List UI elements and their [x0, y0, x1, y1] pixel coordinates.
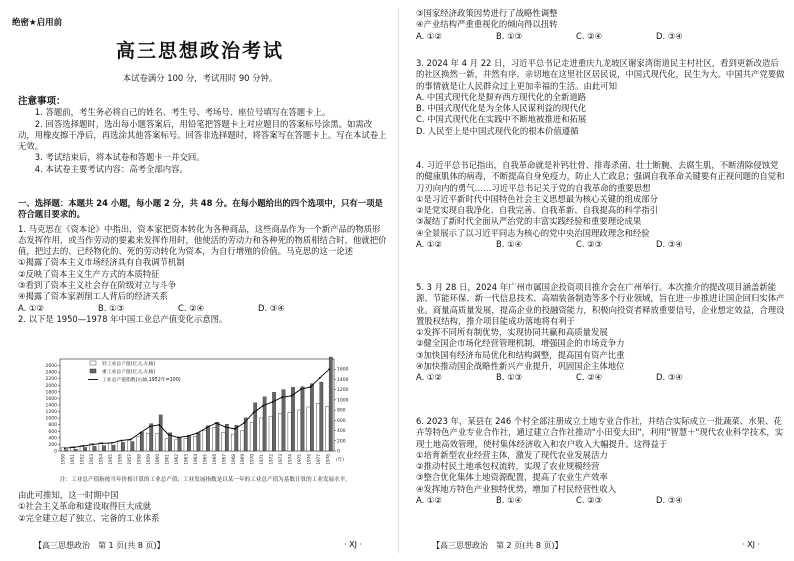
bar-light-industry — [269, 416, 272, 451]
q3-option: A. 中国式现代化是摒弃西方现代化的全新道路 — [416, 91, 587, 102]
q2-option: ②完全建立起了独立、完备的工业体系 — [18, 512, 160, 523]
bar-light-industry — [212, 428, 215, 451]
choice-b: B. ①④ — [496, 495, 523, 506]
x-tick-label: 1964 — [193, 454, 198, 465]
notes-heading: 注意事项： — [18, 96, 66, 107]
index-point — [92, 443, 94, 445]
bar-heavy-industry — [74, 449, 77, 451]
q2-tail — [416, 8, 786, 42]
exam-title: 高三思想政治考试 — [115, 40, 284, 62]
bar-heavy-industry — [131, 442, 134, 451]
bar-heavy-industry — [83, 447, 86, 451]
bar-heavy-industry — [121, 442, 124, 451]
x-tick-label: 1974 — [287, 454, 293, 465]
index-point — [319, 377, 321, 379]
index-point — [215, 422, 217, 424]
x-tick-label: 1972 — [268, 454, 274, 465]
footer-page-label: 【高三思想政治 第 2 页(共 8 页)】 — [432, 541, 563, 550]
q6-option: ②推动村民土地承包权流转，实现了农业规模经营 — [416, 461, 600, 472]
note-item: 2. 回答选择题时，选出每小题答案后，用铅笔把答题卡上对应题目的答案标号涂黑。如需改动，用橡皮擦干净后，再选涂其他答案标号。回答非选择题时，将答案写在答题卡上。写在本试卷上无效。 — [18, 118, 387, 152]
legend-label: 轻工业总产值(亿元,左轴) — [102, 362, 156, 367]
legend-swatch-heavy — [90, 369, 96, 373]
bar-heavy-industry — [187, 435, 190, 451]
q2-option: ④产业结构严重重视化的倾向得以扭转 — [416, 19, 558, 30]
bar-heavy-industry — [216, 422, 219, 451]
choice-c: C. ②④ — [178, 302, 205, 313]
bar-heavy-industry — [65, 450, 68, 451]
x-tick-label: 1973 — [278, 454, 284, 465]
x-tick-label: 1969 — [240, 454, 246, 465]
bar-heavy-industry — [310, 384, 313, 451]
q5-option: ③加快国有经济布局优化和结构调整，提高国有资产比重 — [416, 349, 625, 360]
bar-light-industry — [316, 403, 319, 451]
question-section — [18, 198, 388, 325]
index-point — [139, 432, 141, 434]
index-point — [309, 386, 311, 388]
bar-light-industry — [137, 437, 140, 451]
x-tick-label: 1960 — [155, 454, 161, 465]
bar-heavy-industry — [291, 387, 294, 451]
index-point — [206, 427, 208, 429]
q2-after-text: 由此可推知，这一时期中国 — [18, 490, 119, 500]
left-tick-label: 600 — [48, 429, 57, 435]
bar-heavy-industry — [197, 433, 200, 451]
q1-option: ③看到了资本主义社会存在阶级对立与斗争 — [18, 280, 177, 291]
index-point — [64, 447, 66, 449]
q6-option: ③整合优化集体土地资源配置，提高了农业生产效率 — [416, 472, 608, 483]
index-point — [83, 445, 85, 447]
index-point — [111, 442, 113, 444]
index-point — [102, 442, 104, 444]
left-tick-label: 400 — [48, 436, 57, 442]
x-tick-label: 1978 — [325, 454, 331, 465]
choice-c: C. ②④ — [576, 30, 603, 41]
index-point — [272, 401, 274, 403]
section-heading: 一、选择题：本题共 24 小题，每小题 2 分，共 48 分。在每小题给出的四个选项中，只有一项是符合题目要求的。 — [18, 198, 383, 220]
bar-heavy-industry — [320, 382, 323, 451]
q2-option: ①社会主义革命和建设取得巨大成就 — [18, 501, 152, 512]
right-tick-label: 800 — [337, 408, 346, 414]
chart-caption: 注：工业总产值指按当年价格计算的工业总产值；工业发展指数是以某一年的工业总产值为基数计算的工业发展水平。 — [60, 477, 351, 483]
index-point — [328, 368, 330, 370]
right-tick-label: 400 — [337, 429, 346, 435]
q5-option: ②健全国企市场化经营管理机制，增强国企的市场竞争力 — [416, 338, 625, 349]
x-tick-label: 1953 — [89, 454, 95, 465]
choice-d: D. ③④ — [656, 372, 683, 383]
bar-light-industry — [288, 412, 291, 451]
q1-choices — [18, 303, 388, 314]
question-3 — [416, 58, 786, 137]
bar-light-industry — [297, 410, 300, 451]
note-item: 4. 本试卷主要考试内容：高考全部内容。 — [34, 163, 188, 174]
question-4 — [416, 160, 786, 250]
question-2-stem: 2. 以下是 1950—1978 年中国工业总产值变化示意图。 — [18, 313, 228, 324]
bar-light-industry — [260, 418, 263, 451]
index-point — [73, 446, 75, 448]
index-point — [121, 440, 123, 442]
bar-light-industry — [203, 430, 206, 451]
legend-label: 重工业总产值(亿元,左轴) — [102, 370, 156, 375]
x-tick-label: 1966 — [211, 454, 217, 465]
q4-option: ①是习近平新时代中国特色社会主义思想最为核心关键的组成部分 — [416, 193, 659, 204]
choice-a: A. ①② — [18, 302, 44, 313]
page-1 — [4, 0, 396, 561]
x-tick-label: 1967 — [221, 454, 227, 465]
bar-light-industry — [156, 433, 159, 451]
left-tick-label: 2400 — [45, 370, 57, 376]
choice-c: C. ②③ — [576, 495, 603, 506]
q2-option: ③国家经济政策因势进行了战略性调整 — [416, 8, 558, 18]
bar-light-industry — [184, 438, 187, 451]
question-4-stem: 4. 习近平总书记指出，自我革命就是补钙壮骨、排毒杀菌、壮士断腕、去腐生肌，不断清除侵蚀党的健康肌体的病毒，不断提高自身免疫力，防止人亡政息；强调自我革命关键要有正视问题的自觉和刀刃向内的勇气……习近平总书记关于党的自我革命的重要思想 — [416, 160, 785, 193]
q1-option: ④揭露了资本家剥削工人背后的经济关系 — [18, 291, 168, 302]
bar-light-industry — [175, 440, 178, 451]
question-6 — [416, 416, 786, 506]
choice-b: B. ①④ — [496, 239, 523, 250]
bar-light-industry — [165, 439, 168, 451]
x-tick-label: 1957 — [126, 454, 132, 465]
footer-code: · XJ · — [344, 540, 363, 549]
x-tick-label: 1977 — [315, 454, 321, 465]
bar-light-industry — [241, 430, 244, 451]
q5-option: ④加快推动国企战略性新兴产业提升，巩固国企主体地位 — [416, 361, 625, 372]
x-tick-label: 1956 — [117, 454, 123, 465]
bar-light-industry — [108, 443, 111, 451]
secret-label: 绝密★启用前 — [12, 18, 63, 28]
choice-c: C. ②③ — [576, 239, 603, 250]
legend-swatch-light — [90, 361, 96, 365]
right-tick-label: 1200 — [337, 388, 349, 394]
bar-heavy-industry — [93, 446, 96, 451]
x-tick-label: 1950 — [60, 454, 66, 465]
x-tick-label: 1968 — [230, 454, 236, 465]
q4-option: ②是党实现自我净化、自我完善、自我革新、自我提高的科学指引 — [416, 205, 659, 216]
bar-light-industry — [193, 436, 196, 451]
bar-heavy-industry — [254, 403, 257, 451]
bar-heavy-industry — [206, 426, 209, 451]
bar-light-industry — [231, 434, 234, 451]
x-tick-label: 1951 — [70, 454, 76, 465]
question-5-stem: 5. 3 月 28 日，2024 年广州市属国企投资项目推介会在广州举行。本次推介的提改项目涵盖新能源、节能环保、新一代信息技术、高端装备制造等多个行业领域，旨在进一步推进让国企回归实体产业。商量高质量发展，提高企业的投融资能力，积极向投资者释放重要信号，企业想定效益，合理设置股权结构，推介项目能成功落地将有利于 — [416, 282, 785, 326]
bar-light-industry — [118, 441, 121, 451]
bar-heavy-industry — [150, 424, 153, 451]
index-point — [253, 412, 255, 414]
choice-a: A. ①② — [416, 495, 442, 506]
choice-c: C. ②④ — [576, 372, 603, 383]
right-tick-label: 0 — [337, 449, 340, 455]
x-unit-label: (年) — [336, 458, 345, 463]
choice-a: A. ①② — [416, 372, 442, 383]
index-point — [149, 425, 151, 427]
index-point — [243, 422, 245, 424]
right-tick-label: 200 — [337, 439, 346, 445]
index-point — [168, 434, 170, 436]
bar-heavy-industry — [112, 445, 115, 451]
left-tick-label: 2600 — [45, 364, 57, 370]
q3-option: B. 中国式现代化是为全体人民谋利益的现代化 — [416, 103, 587, 114]
bar-light-industry — [250, 422, 253, 451]
choice-d: D. ③④ — [656, 239, 683, 250]
index-point — [196, 432, 198, 434]
index-point — [281, 396, 283, 398]
industry-output-chart — [38, 355, 358, 475]
q4-option: ④全景展示了以习近平同志为核心的党中央治国理政理念和经验 — [416, 227, 650, 238]
x-tick-label: 1965 — [202, 454, 208, 465]
bar-heavy-industry — [225, 424, 228, 451]
q6-option: ①培育新型农业经营主体，激发了现代农业发展活力 — [416, 449, 608, 460]
x-tick-label: 1959 — [145, 454, 151, 465]
index-point — [234, 428, 236, 430]
choice-b: B. ①③ — [496, 30, 523, 41]
choice-a: A. ①② — [416, 30, 442, 41]
bar-heavy-industry — [282, 390, 285, 451]
choice-d: D. ③④ — [656, 30, 683, 41]
notes-block — [18, 96, 388, 175]
bar-heavy-industry — [178, 438, 181, 451]
index-point — [291, 395, 293, 397]
right-tick-label: 1400 — [337, 377, 349, 383]
question-5 — [416, 282, 786, 384]
question-6-stem: 6. 2023 年，某县在 246 个村全部注册成立土地专业合作社，并结合实际成立一批蔬菜、水果、花卉等特色产业专业合作社，通过建立合作社推动"小田变大田"，利用"智慧＋"现代农业科学技术，实现土地高效管理，使村集体经济收入和农户收入大幅提升。这得益于 — [416, 416, 784, 449]
x-tick-label: 1962 — [174, 454, 180, 465]
left-tick-label: 0 — [54, 449, 57, 455]
x-tick-label: 1976 — [306, 454, 312, 465]
index-point — [158, 424, 160, 426]
bar-heavy-industry — [102, 446, 105, 451]
bar-light-industry — [127, 441, 130, 451]
bar-heavy-industry — [140, 432, 143, 451]
x-tick-label: 1954 — [98, 454, 104, 465]
q6-option: ④发挥地方特色产业独特优势，增加了村民经营性收入 — [416, 483, 617, 494]
x-tick-label: 1952 — [79, 454, 85, 465]
left-tick-label: 1200 — [45, 410, 57, 416]
left-tick-label: 1600 — [45, 396, 57, 402]
bar-light-industry — [326, 406, 329, 451]
footer-page-label: 【高三思想政治 第 1 页(共 8 页)】 — [34, 541, 165, 550]
bar-light-industry — [307, 407, 310, 451]
q3-option: D. 人民至上是中国式现代化的根本价值遵循 — [416, 125, 579, 136]
q1-option: ①揭露了资本主义市场经济具有自我调节机制 — [18, 257, 185, 268]
index-point — [300, 388, 302, 390]
q5-choices — [416, 372, 786, 383]
index-point — [224, 426, 226, 428]
left-tick-label: 1000 — [45, 416, 57, 422]
bar-light-industry — [146, 433, 149, 451]
x-tick-label: 1971 — [259, 454, 265, 465]
right-tick-label: 1600 — [337, 367, 349, 373]
q2-choices — [416, 31, 786, 42]
x-tick-label: 1955 — [107, 454, 113, 465]
x-tick-label: 1970 — [249, 454, 255, 465]
bar-light-industry — [278, 413, 281, 451]
bar-heavy-industry — [329, 357, 332, 451]
index-point — [177, 437, 179, 439]
choice-a: A. ①② — [416, 239, 442, 250]
index-point — [130, 438, 132, 440]
left-tick-label: 200 — [48, 442, 57, 448]
question-3-stem: 3. 2024 年 4 月 22 日，习近平总书记走进重庆九龙坡区谢家湾街道民主村社区，看到更新改造后的社区换然一新，并然有序，亲切地在这里社区居民说，中国式现代化，民生为大。中国共产党要做的事情就是让人民群众过上更加幸福的生活。由此可知 — [416, 58, 785, 91]
q1-option: ②反映了资本主义生产方式的本质特征 — [18, 268, 160, 279]
bar-heavy-industry — [301, 387, 304, 451]
exam-meta: 本试卷满分 100 分，考试用时 90 分钟。 — [122, 73, 278, 83]
choice-d: D. ③④ — [258, 302, 285, 313]
choice-d: D. ③④ — [656, 495, 683, 506]
note-item: 3. 考试结束后，将本试卷和答题卡一并交回。 — [34, 152, 205, 163]
index-point — [262, 405, 264, 407]
x-tick-label: 1961 — [164, 454, 170, 465]
x-tick-label: 1963 — [183, 454, 189, 465]
footer-code: · XJ · — [742, 540, 761, 549]
legend-label: 工业总产值指数(右轴,1952年=100) — [102, 378, 181, 383]
choice-b: B. ①③ — [98, 302, 125, 313]
note-item: 1. 答题前，考生务必将自己的姓名、考生号、考场号、座位号填写在答题卡上。 — [34, 107, 331, 118]
page-2 — [402, 0, 794, 561]
q4-option: ③凝结了新时代全面从严治党的丰富实践经验和重要理论成果 — [416, 216, 642, 227]
left-tick-label: 2200 — [45, 377, 57, 383]
page-divider — [398, 8, 399, 553]
left-tick-label: 1800 — [45, 390, 57, 396]
left-tick-label: 1400 — [45, 403, 57, 409]
q2-continued — [18, 490, 388, 524]
bar-light-industry — [222, 432, 225, 451]
x-tick-label: 1958 — [136, 454, 142, 465]
left-tick-label: 2000 — [45, 383, 57, 389]
left-tick-label: 800 — [48, 423, 57, 429]
q6-choices — [416, 495, 786, 506]
q4-choices — [416, 239, 786, 250]
q3-option: C. 中国式现代化在实践中不断地被推进和拓展 — [416, 114, 587, 125]
bar-heavy-industry — [159, 415, 162, 451]
index-point — [187, 435, 189, 437]
q5-option: ①发挥不同所有制优势，实现协同共赢和高质量发展 — [416, 327, 608, 338]
choice-b: B. ①③ — [496, 372, 523, 383]
question-1-stem: 1. 马克思在《资本论》中指出，资本家把资本转化为各种商品，这些商品作为一个新产品的物质形态发挥作用，或当作劳动的要素来发挥作用时，他使活的劳动力和各种死的物质相结合时，他就把价值，把过去的、已经物化的、死的劳动转化为资本，为自行增殖的价值。马克思的这一论述 — [18, 223, 387, 257]
right-tick-label: 600 — [337, 418, 346, 424]
right-tick-label: 1000 — [337, 398, 349, 404]
x-tick-label: 1975 — [296, 454, 302, 465]
